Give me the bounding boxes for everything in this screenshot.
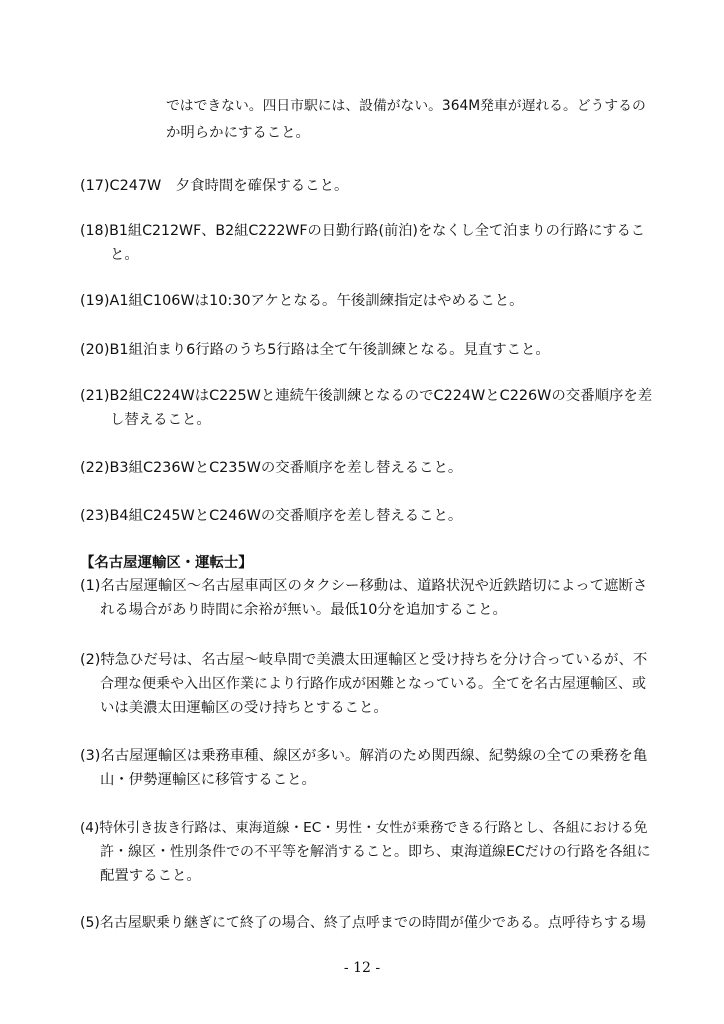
- text-line: れる場合があり時間に余裕が無い。最低10分を追加すること。: [100, 602, 507, 618]
- list-item-17: (17)C247W 夕食時間を確保すること。: [80, 178, 349, 194]
- list-item-1: (1)名古屋運輸区～名古屋車両区のタクシー移動は、道路状況や近鉄踏切によって遮断さ: [80, 578, 648, 594]
- text-line: いは美濃太田運輸区の受け持ちとすること。: [100, 700, 388, 716]
- list-item-4: (4)特休引き抜き行路は、東海道線・EC・男性・女性が乗務できる行路とし、各組における免: [80, 820, 648, 836]
- text-line: と。: [110, 247, 139, 263]
- text-line: か明らかにすること。: [166, 125, 310, 141]
- list-item-23: (23)B4組C245WとC246Wの交番順序を差し替えること。: [80, 508, 463, 524]
- list-item-5: (5)名古屋駅乗り継ぎにて終了の場合、終了点呼までの時間が僅少である。点呼待ちする場: [80, 915, 646, 931]
- list-item-22: (22)B3組C236WとC235Wの交番順序を差し替えること。: [80, 460, 463, 476]
- page-number: - 12 -: [343, 960, 381, 976]
- text-line: 許・線区・性別条件での不平等を解消すること。即ち、東海道線ECだけの行路を各組に: [100, 844, 651, 860]
- list-item-3: (3)名古屋運輸区は乗務車種、線区が多い。解消のため関西線、紀勢線の全ての乗務を亀: [80, 748, 648, 764]
- list-item-2: (2)特急ひだ号は、名古屋～岐阜間で美濃太田運輸区と受け持ちを分け合っているが、不: [80, 652, 648, 668]
- text-line: 合理な便乗や入出区作業により行路作成が困難となっている。全てを名古屋運輸区、或: [100, 676, 646, 692]
- section-heading: 【名古屋運輸区・運転士】: [80, 555, 253, 571]
- list-item-18: (18)B1組C212WF、B2組C222WFの日勤行路(前泊)をなくし全て泊まりの行路にするこ: [80, 223, 645, 239]
- text-line: 山・伊勢運輸区に移管すること。: [100, 772, 316, 788]
- list-item-19: (19)A1組C106Wは10:30アケとなる。午後訓練指定はやめること。: [80, 293, 524, 309]
- text-line: 配置すること。: [100, 868, 201, 884]
- text-line: ではできない。四日市駅には、設備がない。364M発車が遅れる。どうするの: [166, 98, 646, 114]
- list-item-21: (21)B2組C224WはC225Wと連続午後訓練となるのでC224WとC226Wの交番順序を差: [80, 388, 653, 404]
- list-item-20: (20)B1組泊まり6行路のうち5行路は全て午後訓練となる。見直すこと。: [80, 342, 550, 358]
- text-line: し替えること。: [110, 412, 211, 428]
